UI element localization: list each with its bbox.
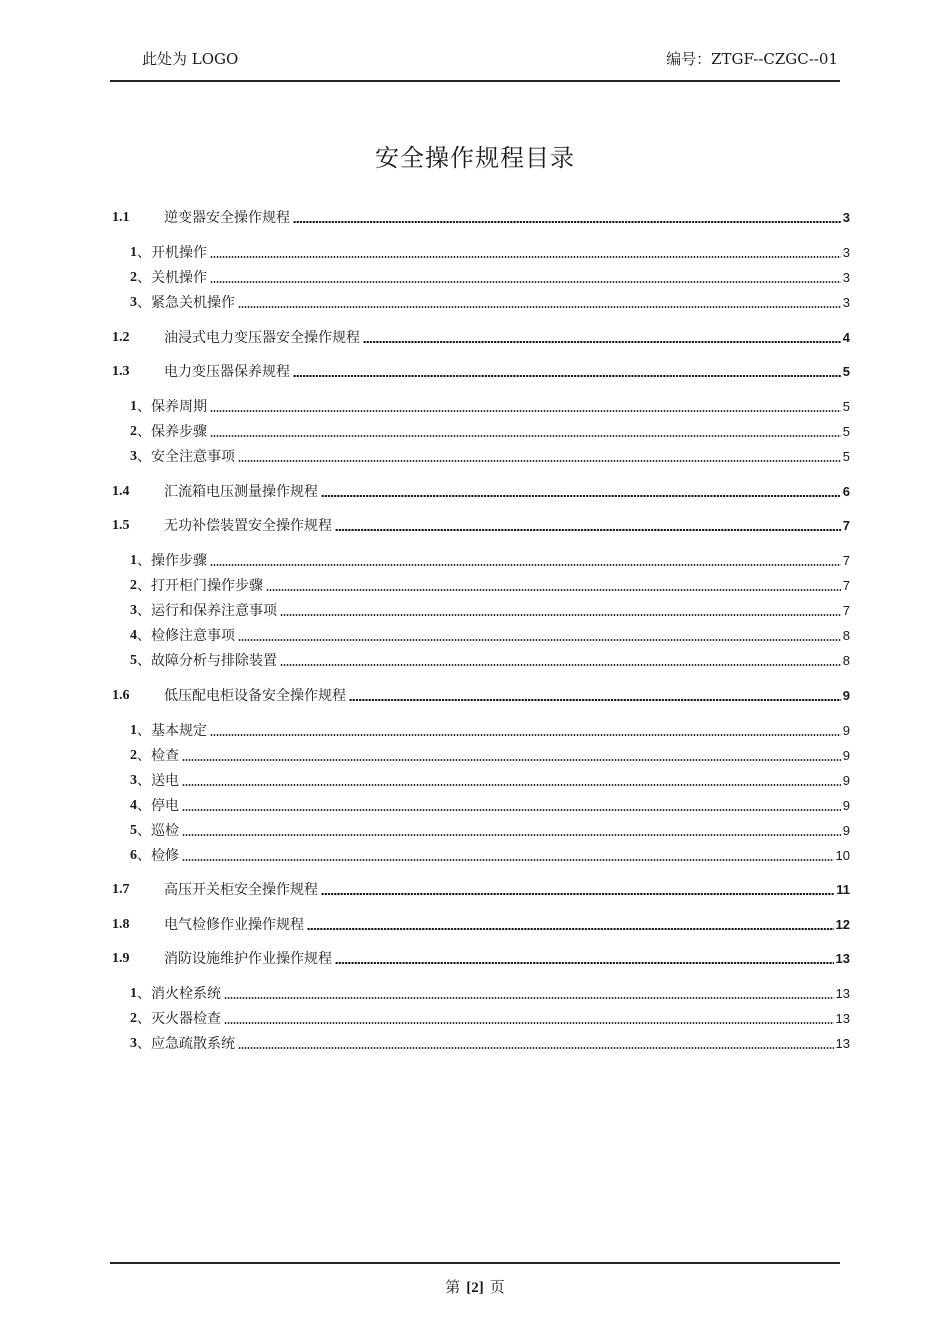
toc-entry-number: 6 — [130, 847, 137, 863]
toc-entry-page: 5 — [842, 364, 850, 379]
toc-subsection-entry[interactable] — [112, 601, 850, 621]
toc-entry-label: 电力变压器保养规程 — [164, 364, 290, 380]
toc-entry-label: 消火栓系统 — [151, 986, 221, 1002]
toc-subsection-entry[interactable] — [112, 293, 850, 313]
toc-subsection-entry[interactable] — [112, 1009, 850, 1029]
toc-dot-leader — [349, 699, 841, 701]
toc-entry-number: 1.2 — [112, 329, 130, 345]
toc-subsection-entry[interactable] — [112, 984, 850, 1004]
toc-dot-leader — [210, 410, 841, 412]
toc-section-entry[interactable] — [112, 880, 850, 900]
toc-entry-page: 9 — [842, 722, 850, 738]
toc-dot-leader — [182, 834, 841, 836]
toc-entry-number: 1.5 — [112, 518, 130, 533]
toc-entry-number: 1.1 — [112, 210, 130, 225]
toc-entry-label: 检修 — [151, 847, 179, 864]
toc-entry-number: 2 — [130, 578, 137, 593]
toc-subsection-entry[interactable] — [112, 771, 850, 791]
toc-entry-number: 2 — [130, 424, 137, 439]
toc-entry-number: 1.8 — [112, 916, 130, 932]
footer-prefix: 第 — [445, 1278, 461, 1296]
toc-subsection-entry[interactable] — [112, 397, 850, 417]
toc-entry-number: 1 — [130, 722, 137, 738]
toc-entry-label: 检查 — [151, 747, 179, 764]
toc-entry-label: 打开柜门操作步骤 — [151, 578, 263, 594]
toc-entry-number: 1.3 — [112, 364, 130, 379]
toc-entry-separator: 、 — [137, 1036, 151, 1052]
toc-dot-leader — [335, 529, 841, 531]
toc-dot-leader — [363, 341, 841, 343]
toc-entry-label: 故障分析与排除装置 — [151, 653, 277, 669]
toc-section-entry[interactable] — [112, 949, 850, 969]
toc-entry-number: 1 — [130, 986, 137, 1001]
toc-dot-leader — [238, 306, 841, 308]
toc-entry-label: 无功补偿装置安全操作规程 — [164, 518, 332, 534]
toc-entry-page: 9 — [842, 822, 850, 838]
toc-section-entry[interactable] — [112, 208, 850, 228]
toc-entry-label: 紧急关机操作 — [151, 295, 235, 311]
toc-entry-separator: 、 — [137, 270, 151, 286]
toc-entry-number: 5 — [130, 822, 137, 838]
toc-entry-number: 2 — [130, 1011, 137, 1026]
toc-entry-label: 逆变器安全操作规程 — [164, 210, 290, 226]
toc-subsection-entry[interactable] — [112, 447, 850, 467]
toc-entry-label: 关机操作 — [151, 270, 207, 286]
toc-entry-separator: 、 — [137, 747, 151, 764]
toc-entry-label: 应急疏散系统 — [151, 1036, 235, 1052]
toc-entry-number: 3 — [130, 603, 137, 618]
toc-entry-page: 11 — [836, 882, 850, 897]
toc-section-entry[interactable] — [112, 328, 850, 348]
toc-entry-separator: 、 — [137, 822, 151, 839]
toc-entry-number: 1 — [130, 245, 137, 260]
toc-entry-separator: 、 — [137, 653, 151, 669]
toc-entry-number: 3 — [130, 772, 137, 788]
toc-entry-page: 9 — [842, 687, 850, 703]
toc-section-entry[interactable] — [112, 362, 850, 382]
toc-entry-page: 4 — [842, 329, 850, 345]
document-number: 编号：ZTGF--CZGC--01 — [666, 50, 838, 68]
toc-entry-number: 1.4 — [112, 483, 130, 499]
toc-subsection-entry[interactable] — [112, 846, 850, 866]
toc-dot-leader — [307, 928, 834, 930]
toc-subsection-entry[interactable] — [112, 626, 850, 646]
toc-entry-page: 9 — [842, 797, 850, 813]
toc-entry-label: 高压开关柜安全操作规程 — [164, 882, 318, 898]
toc-dot-leader — [238, 1047, 834, 1049]
toc-entry-separator: 、 — [137, 245, 151, 261]
toc-subsection-entry[interactable] — [112, 721, 850, 741]
footer-page-number: [2] — [466, 1280, 484, 1296]
toc-dot-leader — [266, 589, 841, 591]
toc-entry-number: 1.7 — [112, 882, 130, 897]
toc-entry-separator: 、 — [137, 847, 151, 864]
toc-dot-leader — [210, 435, 841, 437]
toc-entry-number: 5 — [130, 653, 137, 668]
footer-suffix: 页 — [489, 1278, 505, 1296]
toc-entry-number: 1.6 — [112, 687, 130, 703]
page-title: 安全操作规程目录 — [375, 144, 575, 172]
toc-entry-number: 3 — [130, 1036, 137, 1051]
toc-entry-page: 3 — [842, 210, 850, 225]
toc-entry-page: 7 — [842, 553, 850, 568]
toc-entry-page: 3 — [842, 295, 850, 310]
toc-entry-page: 13 — [835, 1011, 850, 1026]
toc-entry-page: 3 — [842, 270, 850, 285]
toc-dot-leader — [224, 997, 834, 999]
toc-entry-page: 10 — [835, 847, 850, 863]
toc-subsection-entry[interactable] — [112, 243, 850, 263]
toc-entry-label: 送电 — [151, 772, 179, 789]
toc-subsection-entry[interactable] — [112, 796, 850, 816]
toc-entry-page: 5 — [842, 399, 850, 414]
toc-entry-page: 12 — [835, 916, 850, 932]
toc-entry-label: 油浸式电力变压器安全操作规程 — [164, 329, 360, 346]
toc-section-entry[interactable] — [112, 482, 850, 502]
toc-subsection-entry[interactable] — [112, 821, 850, 841]
toc-dot-leader — [224, 1022, 834, 1024]
logo-placeholder: 此处为 LOGO — [142, 50, 239, 68]
toc-dot-leader — [293, 375, 841, 377]
toc-subsection-entry[interactable] — [112, 422, 850, 442]
toc-entry-label: 汇流箱电压测量操作规程 — [164, 483, 318, 500]
toc-dot-leader — [182, 809, 841, 811]
toc-entry-page: 8 — [842, 653, 850, 668]
toc-entry-label: 保养周期 — [151, 399, 207, 415]
toc-entry-label: 停电 — [151, 797, 179, 814]
toc-entry-page: 13 — [835, 951, 850, 966]
toc-entry-label: 保养步骤 — [151, 424, 207, 440]
toc-section-entry[interactable] — [112, 516, 850, 536]
page-header — [110, 46, 840, 82]
toc-entry-number: 3 — [130, 449, 137, 464]
toc-entry-label: 操作步骤 — [151, 553, 207, 569]
toc-subsection-entry[interactable] — [112, 651, 850, 671]
toc-entry-page: 8 — [842, 628, 850, 643]
toc-entry-page: 3 — [842, 245, 850, 260]
toc-entry-label: 巡检 — [151, 822, 179, 839]
toc-section-entry[interactable] — [112, 686, 850, 706]
toc-dot-leader — [238, 639, 841, 641]
toc-dot-leader — [210, 281, 841, 283]
toc-entry-page: 7 — [842, 578, 850, 593]
toc-subsection-entry[interactable] — [112, 576, 850, 596]
toc-entry-label: 运行和保养注意事项 — [151, 603, 277, 619]
toc-entry-page: 5 — [842, 449, 850, 464]
toc-subsection-entry[interactable] — [112, 551, 850, 571]
toc-entry-number: 1.9 — [112, 951, 130, 966]
toc-entry-separator: 、 — [137, 603, 151, 619]
toc-entry-separator: 、 — [137, 424, 151, 440]
toc-entry-separator: 、 — [137, 449, 151, 465]
toc-entry-separator: 、 — [137, 399, 151, 415]
toc-entry-number: 4 — [130, 628, 137, 643]
toc-entry-page: 6 — [842, 483, 850, 499]
toc-entry-label: 检修注意事项 — [151, 628, 235, 644]
toc-entry-number: 1 — [130, 553, 137, 568]
page-footer — [0, 1276, 950, 1297]
toc-entry-separator: 、 — [137, 628, 151, 644]
toc-entry-label: 灭火器检查 — [151, 1011, 221, 1027]
toc-entry-page: 7 — [842, 518, 850, 533]
toc-dot-leader — [182, 784, 841, 786]
toc-entry-separator: 、 — [137, 986, 151, 1002]
footer-divider — [110, 1262, 840, 1264]
toc-entry-page: 9 — [842, 747, 850, 763]
toc-entry-page: 9 — [842, 772, 850, 788]
toc-dot-leader — [182, 759, 841, 761]
toc-entry-label: 低压配电柜设备安全操作规程 — [164, 687, 346, 704]
toc-entry-separator: 、 — [137, 553, 151, 569]
toc-dot-leader — [321, 495, 841, 497]
toc-entry-number: 1 — [130, 399, 137, 414]
toc-entry-label: 电气检修作业操作规程 — [164, 916, 304, 933]
toc-dot-leader — [238, 460, 841, 462]
toc-entry-number: 2 — [130, 747, 137, 763]
toc-dot-leader — [280, 614, 841, 616]
toc-entry-label: 安全注意事项 — [151, 449, 235, 465]
toc-entry-page: 5 — [842, 424, 850, 439]
toc-entry-separator: 、 — [137, 295, 151, 311]
toc-entry-label: 开机操作 — [151, 245, 207, 261]
toc-entry-separator: 、 — [137, 578, 151, 594]
toc-entry-number: 2 — [130, 270, 137, 285]
toc-entry-number: 3 — [130, 295, 137, 310]
toc-entry-label: 消防设施维护作业操作规程 — [164, 951, 332, 967]
toc-entry-page: 13 — [835, 1036, 850, 1051]
toc-entry-separator: 、 — [137, 1011, 151, 1027]
toc-entry-separator: 、 — [137, 797, 151, 814]
toc-entry-number: 4 — [130, 797, 137, 813]
toc-dot-leader — [293, 221, 841, 223]
toc-entry-label: 基本规定 — [151, 722, 207, 739]
toc-subsection-entry[interactable] — [112, 268, 850, 288]
toc-dot-leader — [280, 664, 841, 666]
toc-dot-leader — [321, 893, 834, 895]
toc-section-entry[interactable] — [112, 915, 850, 935]
toc-dot-leader — [210, 734, 841, 736]
toc-subsection-entry[interactable] — [112, 1034, 850, 1054]
toc-dot-leader — [210, 256, 841, 258]
toc-dot-leader — [335, 962, 834, 964]
toc-entry-separator: 、 — [137, 772, 151, 789]
toc-entry-page: 7 — [842, 603, 850, 618]
toc-entry-page: 13 — [835, 986, 850, 1001]
toc-subsection-entry[interactable] — [112, 746, 850, 766]
toc-dot-leader — [182, 859, 834, 861]
toc-dot-leader — [210, 564, 841, 566]
toc-entry-separator: 、 — [137, 722, 151, 739]
